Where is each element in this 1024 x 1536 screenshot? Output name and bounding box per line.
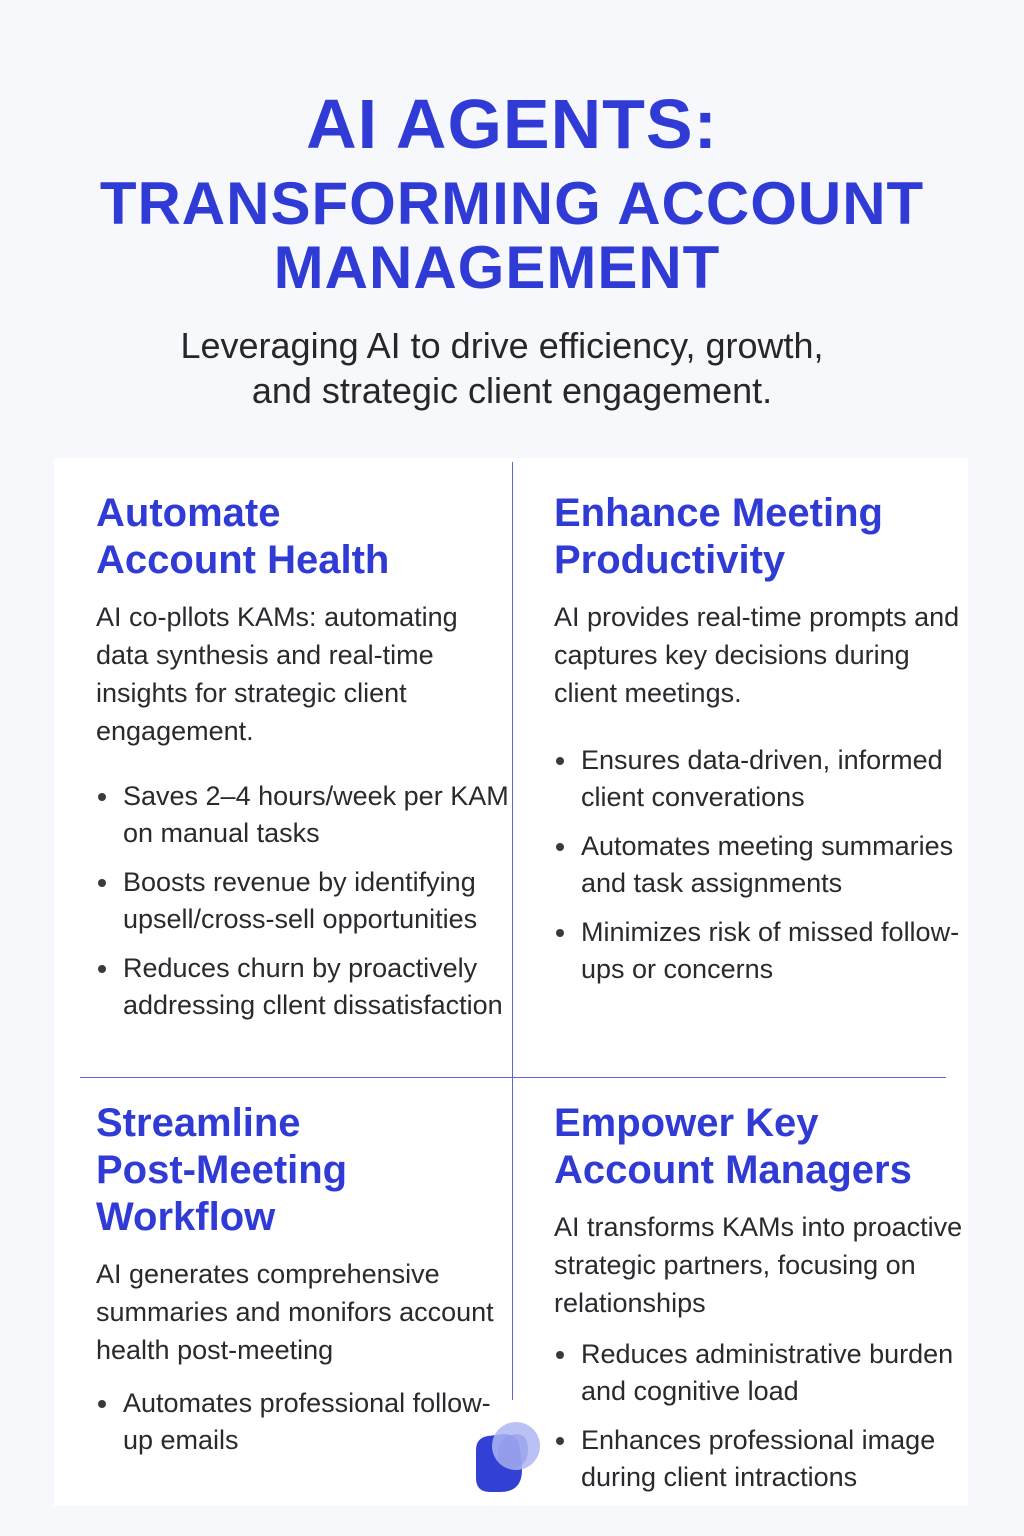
bullet-text: Reduces churn by proactively addressing cllent dissatisfaction (123, 953, 503, 1020)
bullet-text: Ensures data-driven, informed client converations (581, 745, 943, 812)
section-title-line-2: Productivity (554, 538, 786, 582)
section-title-line-1: Empower Key (554, 1101, 819, 1145)
section-title (96, 490, 510, 584)
section-title-line-2: Account Managers (554, 1148, 912, 1192)
section-title (96, 1100, 496, 1241)
bullet-dot-icon (556, 757, 564, 765)
page-title-line-3: MANAGEMENT (273, 234, 721, 301)
section-title-line-2: Account Health (96, 538, 390, 582)
section-title-line-3: Workflow (96, 1195, 276, 1239)
bullet-dot-icon (98, 1400, 106, 1408)
bullet-dot-icon (556, 1351, 564, 1359)
subtitle-line-2: and strategic client engagement. (251, 370, 773, 411)
bullet-text: Automates professional follow-up emails (123, 1388, 491, 1455)
bullet-text: Enhances professional image during client intractions (581, 1425, 936, 1492)
section-title-line-2: Post-Meeting (96, 1148, 348, 1192)
bullet-item (554, 1336, 968, 1410)
bullet-list (554, 1336, 968, 1496)
vertical-divider (512, 462, 513, 1400)
bullet-dot-icon (556, 843, 564, 851)
bullet-dot-icon (98, 879, 106, 887)
section-description: AI co-pllots KAMs: automating data synthesis and real-time insights for strategic client engagement. (96, 602, 458, 746)
bullet-list (554, 742, 964, 988)
page-title-line-1: AI AGENTS: (306, 85, 718, 163)
bullet-item (554, 828, 964, 902)
bullet-text: Reduces administrative burden and cognitive load (581, 1339, 954, 1406)
overlapping-circles-logo-icon (470, 1420, 546, 1496)
section-empower-key-account-managers (554, 1100, 968, 1508)
section-description: AI provides real-time prompts and captures key decisions during client meetings. (554, 602, 960, 708)
horizontal-divider (80, 1077, 946, 1078)
section-description: AI generates comprehensive summaries and monifors account health post-meeting (96, 1259, 494, 1365)
bullet-dot-icon (556, 1437, 564, 1445)
bullet-text: Boosts revenue by identifying upsell/cross-sell opportunities (123, 867, 478, 934)
bullet-item (554, 914, 964, 988)
bullet-list (96, 1385, 496, 1459)
section-title (554, 490, 964, 584)
bullet-item (554, 742, 964, 816)
bullet-dot-icon (98, 793, 106, 801)
section-title-line-1: Enhance Meeting (554, 491, 883, 535)
section-title-line-1: Streamline (96, 1101, 301, 1145)
section-title-line-1: Automate (96, 491, 281, 535)
subtitle-line-1: Leveraging AI to drive efficiency, growth, (180, 325, 824, 366)
bullet-item (96, 864, 510, 938)
bullet-item (96, 778, 510, 852)
bullet-list (96, 778, 510, 1024)
bullet-text: Minimizes risk of missed follow-ups or concerns (581, 917, 960, 984)
bullet-text: Automates meeting summaries and task assignments (581, 831, 954, 898)
page-title-line-2: TRANSFORMING ACCOUNT (99, 170, 925, 237)
bullet-dot-icon (556, 929, 564, 937)
section-enhance-meeting-productivity (554, 490, 964, 1000)
section-automate-account-health (96, 490, 510, 1036)
bullet-text: Saves 2–4 hours/week per KAM on manual tasks (123, 781, 509, 848)
bullet-item (96, 1385, 496, 1459)
bullet-dot-icon (98, 965, 106, 973)
section-description: AI transforms KAMs into proactive strategic partners, focusing on relationships (554, 1212, 963, 1318)
section-streamline-post-meeting-workflow (96, 1100, 496, 1471)
section-title (554, 1100, 968, 1194)
bullet-item (96, 950, 510, 1024)
bullet-item (554, 1422, 968, 1496)
